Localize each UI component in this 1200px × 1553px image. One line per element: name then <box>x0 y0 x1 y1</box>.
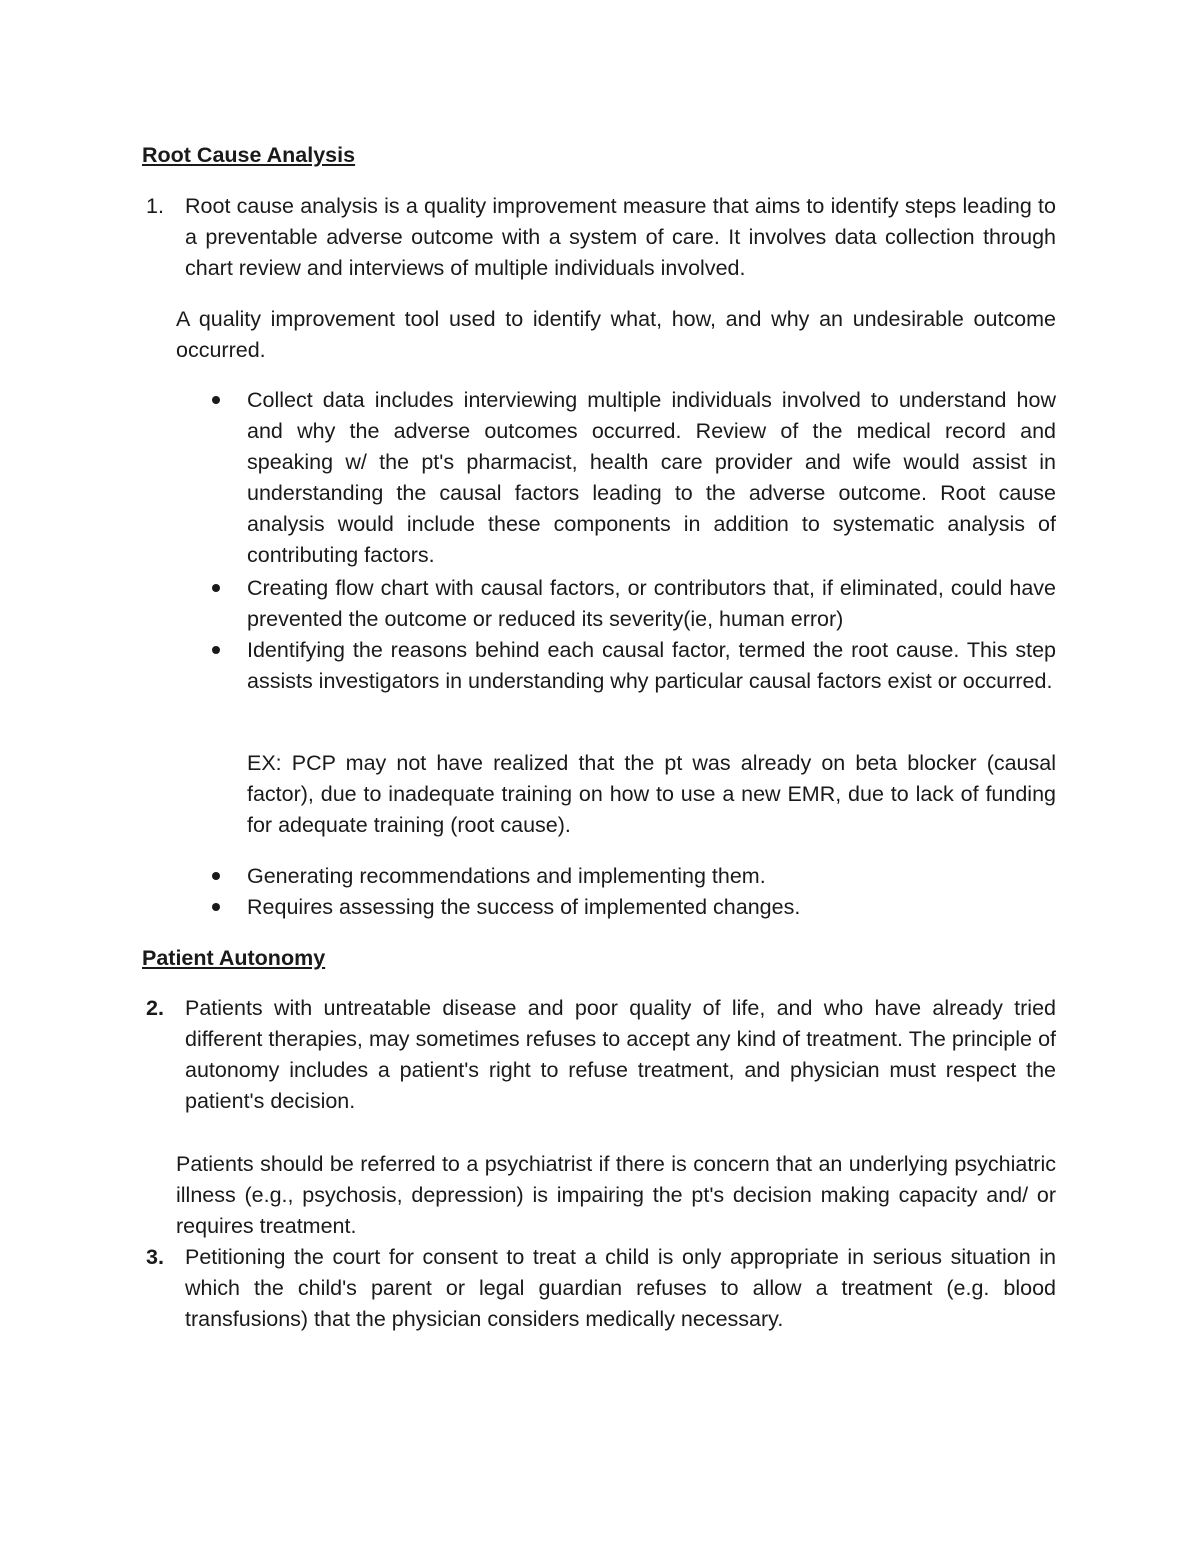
bullet-icon <box>212 872 220 880</box>
bullet-item-collect-data: Collect data includes interviewing multiple individuals involved to understand how and why the adverse outcomes occurred. Review of the medical record and speaking w/ the pt's pharmacist, health care provider and wife would assist in understanding the causal factors leading to the adverse outcome. Root cause analysis would include these components in addition to systematic analysis of contributing factors. <box>247 388 1056 567</box>
bullet-icon <box>212 903 220 911</box>
item-1-text: Root cause analysis is a quality improvement measure that aims to identify steps leading to a preventable adverse outcome with a system of care. It involves data collection through chart review and interviews of multiple individuals involved. <box>185 194 1056 280</box>
definition-paragraph: A quality improvement tool used to identify what, how, and why an undesirable outcome occurred. <box>176 307 1056 362</box>
item-number-2: 2. <box>146 996 164 1020</box>
bullet-item-flow-chart: Creating flow chart with causal factors, or contributors that, if eliminated, could have prevented the outcome or reduced its severity(ie, human error) <box>247 576 1056 631</box>
item-3-text: Petitioning the court for consent to treat a child is only appropriate in serious situation in which the child's parent or legal guardian refuses to allow a treatment (e.g. blood transfusions) that the physician considers medically necessary. <box>185 1245 1056 1331</box>
bullet-item-recommendations: Generating recommendations and implementing them. <box>247 864 766 888</box>
section-heading-patient-autonomy: Patient Autonomy <box>142 946 326 970</box>
section-heading-root-cause: Root Cause Analysis <box>142 143 356 167</box>
bullet-icon <box>212 584 220 592</box>
item-number-3: 3. <box>146 1245 164 1269</box>
bullet-icon <box>212 396 220 404</box>
bullet-item-assess-success: Requires assessing the success of implemented changes. <box>247 895 801 919</box>
item-number-1: 1. <box>146 194 164 218</box>
bullet-icon <box>212 646 220 654</box>
example-paragraph: EX: PCP may not have realized that the pt was already on beta blocker (causal factor), due to inadequate training on how to use a new EMR, due to lack of funding for adequate training (root cause). <box>247 751 1056 837</box>
referral-paragraph: Patients should be referred to a psychiatrist if there is concern that an underlying psychiatric illness (e.g., psychosis, depression) is impairing the pt's decision making capacity and/ or requires treatment. <box>176 1152 1056 1238</box>
bullet-item-root-cause: Identifying the reasons behind each causal factor, termed the root cause. This step assists investigators in understanding why particular causal factors exist or occurred. <box>247 638 1056 693</box>
item-2-text: Patients with untreatable disease and poor quality of life, and who have already tried different therapies, may sometimes refuses to accept any kind of treatment. The principle of autonomy includes a patient's right to refuse treatment, and physician must respect the patient's decision. <box>185 996 1056 1113</box>
